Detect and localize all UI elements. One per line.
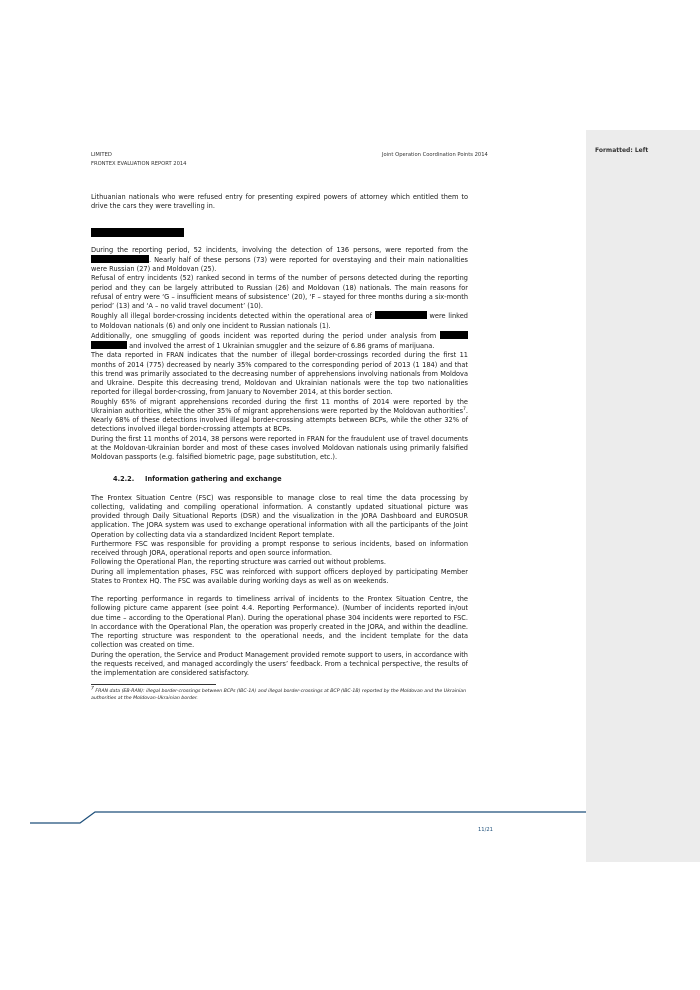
footnote-ref[interactable]: 7 <box>463 406 466 412</box>
paragraph-support: During the operation, the Service and Product Management provided remote support to users, in accordance with the requests received, and managed accordingly the users’ feedback. From a technical perspective, the results of the implementation are considered satisfactory. <box>91 650 468 677</box>
section-number: 4.2.2. <box>113 475 135 484</box>
paragraph-apprehensions: Roughly 65% of migrant apprehensions recorded during the first 11 months of 2014 were reported by the Ukrainian authorities, while the other 35% of migrant apprehensions were reported by the Moldovan authorities$^7$. Nearly 68% of these detections involved illegal border-crossing attempts between BCPs, while the other 32% of detections involved illegal border-crossing attempts at BCPs. <box>91 397 468 434</box>
paragraph-refusal: Refusal of entry incidents (52) ranked second in terms of the number of persons detected during the reporting period and they can be largely attributed to Russian (26) and Moldovan (18) nationals. The main reasons for refusal of entry were ‘G – insufficient means of subsistence’ (20), ‘F – stayed for three months during a six-month period’ (13) and ‘A – no valid travel document’ (10). <box>91 274 468 310</box>
comment-margin-panel <box>586 130 700 862</box>
document-body <box>91 193 468 702</box>
section-heading <box>113 475 468 484</box>
paragraph-fsc: The Frontex Situation Centre (FSC) was responsible to manage close to real time the data processing by collecting, validating and compiling operational information. A constantly updated situational picture was provided through Daily Situational Reports (DSR) and the visualization in the JORA Dashboard and EUROSUR application. The JORA system was used to exchange operational information with all the participants of the Joint Operation by collecting data via a standardized Incident Report template. <box>91 493 468 539</box>
footnote: $^7$ FRAN data (EB-RAN): illegal border-crossings between BCPs (IBC-1A) and illegal border-crossings at BCP (IBC-1B) reported by the Moldovan and the Ukrainian authorities at the Moldovan-Ukrainian border. <box>91 686 467 702</box>
comment-label[interactable]: Formatted: Left <box>595 147 649 154</box>
paragraph-fran-data: The data reported in FRAN indicates that the number of illegal border-crossings recorded during the first 11 months of 2014 (775) decreased by nearly 35% compared to the corresponding period of 2013 (1 184) and that this trend was primarily associated to the decreasing number of apprehensions involving nationals from Moldova and Ukraine. Despite this decreasing trend, Moldovan and Ukrainian nationals were the top two nationalities reported for illegal border-crossing, from January to November 2014, at this border section. <box>91 351 468 397</box>
footnote-separator <box>91 684 216 685</box>
paragraph-smuggling: Additionally, one smuggling of goods incident was reported during the period under analysis from and involved the arrest of 1 Ukrainian smuggler and the seizure of 6.86 grams of marijuana. <box>91 331 468 352</box>
paragraph-prompt-response: Furthermore FSC was responsible for providing a prompt response to serious incidents, based on information received through JORA, operational reports and open source information. <box>91 539 468 557</box>
intro-paragraph: Lithuanian nationals who were refused entry for presenting expired powers of attorney which entitled them to drive the cars they were travelling in. <box>91 193 468 211</box>
paragraph-reporting-performance: The reporting performance in regards to timeliness arrival of incidents to the Frontex Situation Centre, the following picture came apparent (see point 4.4. Reporting Performance). (Number of incidents reported in/out due time – according to the Operational Plan). During the operational phase 304 incidents were reported to FSC. In accordance with the Operational Plan, the operation was properly created in the JORA, and within the deadline. The reporting structure was respondent to the operational needs, and the incident template for the data collection was created on time. <box>91 595 468 650</box>
header-operation-title: Joint Operation Coordination Points 2014 <box>382 152 488 158</box>
paragraph-implementation: During all implementation phases, FSC was reinforced with support officers deployed by participating Member States to Frontex HQ. The FSC was available during working days as well as on weekends. <box>91 567 468 585</box>
redaction-bar <box>91 255 149 263</box>
redaction-bar <box>440 331 468 339</box>
paragraph-fraudulent-docs: During the first 11 months of 2014, 38 persons were reported in FRAN for the fraudulent use of travel documents at the Moldovan-Ukrainian border and most of these cases involved Moldovan nationals using primarily falsified Moldovan passports (e.g. falsified biometric page, page substitution, etc.). <box>91 434 468 461</box>
page-number: 11/21 <box>478 827 493 833</box>
section-title: Information gathering and exchange <box>145 475 282 484</box>
footer-line <box>0 808 586 828</box>
header-classification: LIMITED <box>91 152 112 158</box>
redacted-heading <box>91 228 184 237</box>
paragraph-incidents: During the reporting period, 52 incidents, involving the detection of 136 persons, were reported from the . Nearly half of these persons (73) were reported for overstaying and their main nationalities were Russian (27) and Moldovan (25). <box>91 245 468 273</box>
redaction-bar <box>91 341 127 349</box>
redaction-bar <box>375 311 427 319</box>
paragraph-operational-plan: Following the Operational Plan, the reporting structure was carried out without problems. <box>91 558 386 567</box>
paragraph-illegal-crossing: Roughly all illegal border-crossing incidents detected within the operational area of were linked to Moldovan nationals (6) and only one incident to Russian nationals (1). <box>91 312 468 330</box>
header-report-title: FRONTEX EVALUATION REPORT 2014 <box>91 161 187 167</box>
